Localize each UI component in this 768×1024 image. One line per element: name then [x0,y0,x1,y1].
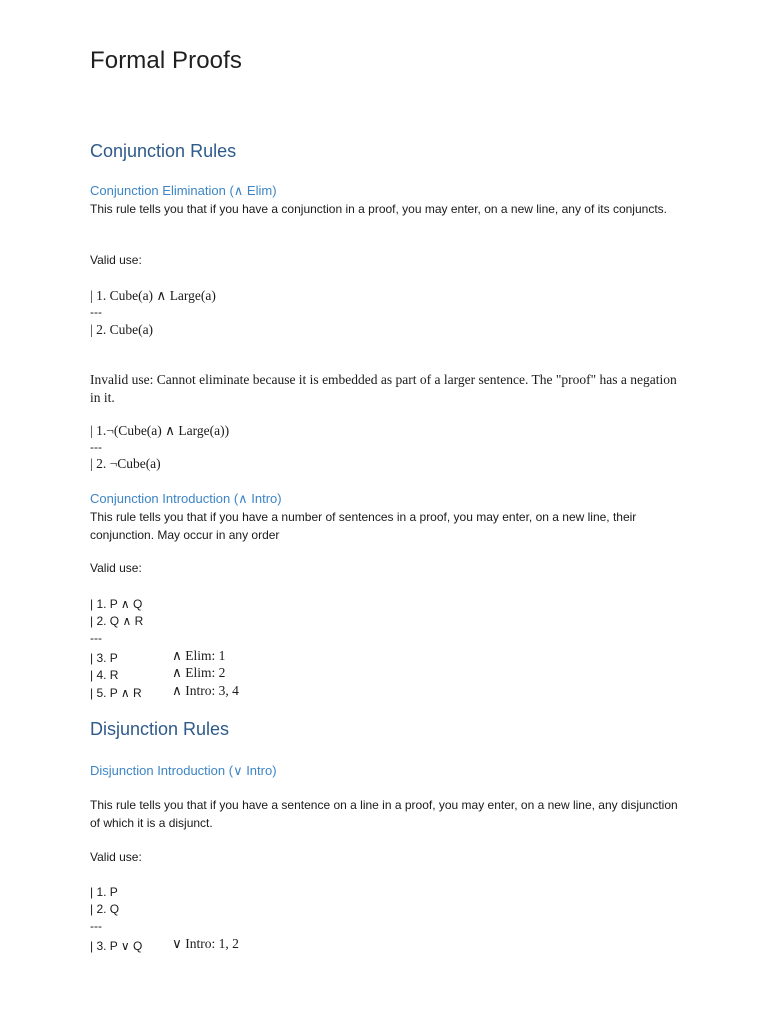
page-title: Formal Proofs [90,47,243,74]
proof-justification: ∧ Elim: 2 [172,665,226,680]
disjunction-rules-heading: Disjunction Rules [90,719,230,739]
conjunction-elim-heading: Conjunction Elimination (∧ Elim) [90,183,277,198]
proof-justification: ∧ Elim: 1 [172,648,226,663]
conjunction-rules-heading: Conjunction Rules [90,141,237,161]
disjunction-intro-valid-label: Valid use: [90,850,142,864]
proof-line: | 3. P [90,651,118,665]
proof-line: | 1. Cube(a) ∧ Large(a) [90,288,216,303]
conjunction-intro-valid-label: Valid use: [90,561,142,575]
conjunction-intro-description: This rule tells you that if you have a number of sentences in a proof, you may enter, on a new line, their conjunction. May occur in any order [90,510,637,542]
conjunction-elim-description: This rule tells you that if you have a conjunction in a proof, you may enter, on a new line, any of its conjuncts. [90,202,667,216]
proof-separator: --- [90,305,102,319]
proof-step [90,683,239,702]
proof-step [90,665,226,684]
disjunction-intro-description: This rule tells you that if you have a sentence on a line in a proof, you may enter, on a new line, any disjunction of which it is a disjunct. [90,798,678,830]
proof-line: | 2. Q [90,902,120,916]
proof-separator: --- [90,919,102,933]
conjunction-intro-heading: Conjunction Introduction (∧ Intro) [90,491,282,506]
proof-justification: ∧ Intro: 3, 4 [172,683,239,698]
proof-line: | 3. P ∨ Q [90,939,143,953]
proof-justification: ∨ Intro: 1, 2 [172,936,239,951]
proof-line: | 4. R [90,668,119,682]
proof-separator: --- [90,440,102,454]
conjunction-elim-valid-label: Valid use: [90,253,142,267]
proof-line: | 1.¬(Cube(a) ∧ Large(a)) [90,423,230,438]
proof-line: | 1. P ∧ Q [90,597,143,611]
proof-line: | 1. P [90,885,118,899]
proof-line: | 2. Q ∧ R [90,614,144,628]
disjunction-intro-heading: Disjunction Introduction (∨ Intro) [90,763,277,778]
conjunction-elim-invalid-text: Invalid use: Cannot eliminate because it is embedded as part of a larger sentence. The "proof" has a negation in it. [90,372,677,405]
proof-step [90,936,239,955]
proof-line: | 5. P ∧ R [90,686,142,700]
proof-line: | 2. ¬Cube(a) [90,456,161,471]
proof-separator: --- [90,631,102,645]
proof-line: | 2. Cube(a) [90,322,154,337]
